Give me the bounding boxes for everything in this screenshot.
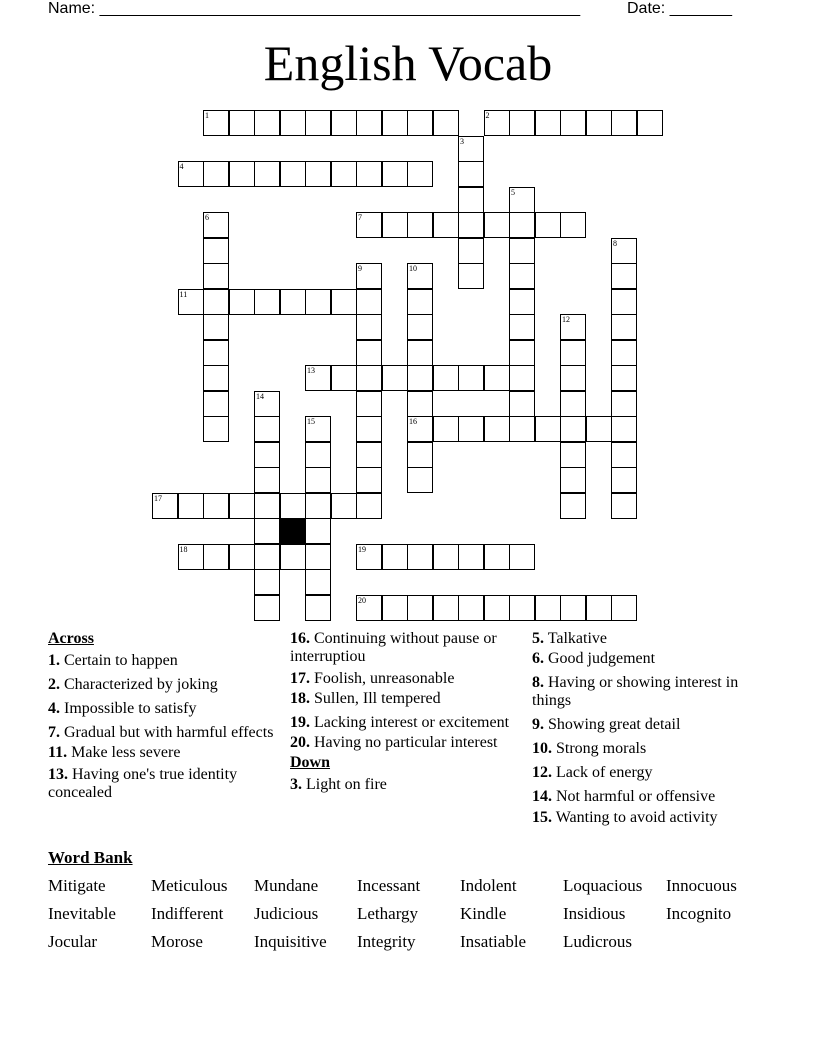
grid-cell[interactable] xyxy=(203,365,229,391)
grid-cell[interactable] xyxy=(407,391,433,417)
grid-cell[interactable] xyxy=(254,595,280,621)
clue-number: 6 xyxy=(205,213,209,222)
grid-cell[interactable] xyxy=(331,289,357,315)
grid-cell[interactable] xyxy=(611,314,637,340)
grid-cell[interactable] xyxy=(331,493,357,519)
grid-cell[interactable] xyxy=(560,416,586,442)
name-label: Name: xyxy=(48,0,96,17)
clue-number: 16 xyxy=(409,417,417,426)
grid-cell[interactable] xyxy=(484,595,510,621)
grid-cell[interactable] xyxy=(458,365,484,391)
word-bank-item: Ludicrous xyxy=(563,932,632,951)
word-bank-item: Indifferent xyxy=(151,904,224,923)
word-bank-item: Inquisitive xyxy=(254,932,327,951)
grid-cell[interactable] xyxy=(509,340,535,366)
grid-cell[interactable] xyxy=(458,544,484,570)
clue-down-10: 10. Strong morals xyxy=(532,740,647,757)
word-bank-item: Lethargy xyxy=(357,904,419,923)
word-bank-item: Indolent xyxy=(460,876,517,895)
grid-cell[interactable] xyxy=(509,544,535,570)
grid-cell[interactable] xyxy=(382,544,408,570)
grid-cell[interactable] xyxy=(203,391,229,417)
clue-number: 20 xyxy=(358,595,366,605)
grid-cell[interactable] xyxy=(560,391,586,417)
grid-cell[interactable] xyxy=(305,416,331,442)
grid-cell[interactable] xyxy=(305,544,331,570)
grid-cell[interactable] xyxy=(254,416,280,442)
grid-cell[interactable] xyxy=(535,595,561,621)
black-square xyxy=(280,518,306,544)
clue-across-4: 4. Impossible to satisfy xyxy=(48,700,197,717)
grid-cell[interactable] xyxy=(560,314,586,340)
word-bank-heading: Word Bank xyxy=(48,848,133,867)
word-bank-item: Kindle xyxy=(460,904,507,923)
grid-cell[interactable] xyxy=(560,467,586,493)
grid-cell[interactable] xyxy=(611,263,637,289)
grid-cell[interactable] xyxy=(611,238,637,264)
grid-cell[interactable] xyxy=(484,212,510,238)
grid-cell[interactable] xyxy=(305,365,331,391)
grid-cell[interactable] xyxy=(407,289,433,315)
grid-cell[interactable] xyxy=(356,212,382,238)
clue-across-20: 20. Having no particular interest xyxy=(290,734,498,751)
grid-cell[interactable] xyxy=(611,595,637,621)
word-bank-item: Morose xyxy=(151,932,203,951)
clues-column-2 xyxy=(290,630,520,800)
grid-cell[interactable] xyxy=(509,595,535,621)
clue-number: 15 xyxy=(307,417,315,426)
grid-cell[interactable] xyxy=(560,212,586,238)
grid-cell[interactable] xyxy=(203,340,229,366)
grid-cell[interactable] xyxy=(229,493,255,519)
across-heading: Across xyxy=(48,630,94,647)
clue-across-19: 19. Lacking interest or excitement xyxy=(290,714,510,731)
grid-cell[interactable] xyxy=(458,263,484,289)
grid-cell[interactable] xyxy=(407,595,433,621)
grid-cell[interactable] xyxy=(611,289,637,315)
grid-cell[interactable] xyxy=(305,493,331,519)
grid-cell[interactable] xyxy=(509,365,535,391)
grid-cell[interactable] xyxy=(560,340,586,366)
grid-cell[interactable] xyxy=(254,442,280,468)
grid-cell[interactable] xyxy=(382,595,408,621)
grid-cell[interactable] xyxy=(407,544,433,570)
grid-cell[interactable] xyxy=(560,493,586,519)
grid-cell[interactable] xyxy=(203,110,229,136)
grid-cell[interactable] xyxy=(484,365,510,391)
clue-down-12: 12. Lack of energy xyxy=(532,764,653,781)
grid-cell[interactable] xyxy=(560,365,586,391)
grid-cell[interactable] xyxy=(254,391,280,417)
clue-number: 11 xyxy=(179,289,188,299)
clue-down-5: 5. Talkative xyxy=(532,630,608,647)
clue-number: 17 xyxy=(154,493,162,503)
grid-cell[interactable] xyxy=(407,212,433,238)
grid-cell[interactable] xyxy=(509,263,535,289)
clue-number: 10 xyxy=(409,264,417,273)
grid-cell[interactable] xyxy=(178,544,204,570)
clue-number: 1 xyxy=(205,111,209,120)
grid-cell[interactable] xyxy=(331,161,357,187)
word-bank-item: Judicious xyxy=(254,904,319,923)
grid-cell[interactable] xyxy=(356,416,382,442)
grid-cell[interactable] xyxy=(382,212,408,238)
clue-down-8: 8. Having or showing interest in things xyxy=(532,674,739,709)
grid-cell[interactable] xyxy=(484,544,510,570)
grid-cell[interactable] xyxy=(356,467,382,493)
grid-cell[interactable] xyxy=(356,442,382,468)
clues-column-3 xyxy=(532,630,762,833)
grid-cell[interactable] xyxy=(382,110,408,136)
grid-cell[interactable] xyxy=(280,289,306,315)
grid-cell[interactable] xyxy=(433,595,459,621)
grid-cell[interactable] xyxy=(305,595,331,621)
clue-number: 8 xyxy=(613,238,617,248)
grid-cell[interactable] xyxy=(203,544,229,570)
grid-cell[interactable] xyxy=(356,110,382,136)
grid-cell[interactable] xyxy=(280,161,306,187)
grid-cell[interactable] xyxy=(356,289,382,315)
grid-cell[interactable] xyxy=(458,212,484,238)
clue-number: 4 xyxy=(179,162,184,171)
clue-across-1: 1. Certain to happen xyxy=(48,652,178,669)
word-bank-item: Inevitable xyxy=(48,904,116,923)
word-bank-item: Insidious xyxy=(563,904,626,923)
grid-cell[interactable] xyxy=(458,416,484,442)
grid-cell[interactable] xyxy=(407,442,433,468)
grid-cell[interactable] xyxy=(305,569,331,595)
grid-cell[interactable] xyxy=(433,212,459,238)
grid-cell[interactable] xyxy=(611,493,637,519)
grid-cell[interactable] xyxy=(152,493,178,519)
grid-cell[interactable] xyxy=(203,263,229,289)
clue-number: 13 xyxy=(307,366,315,375)
grid-cell[interactable] xyxy=(382,161,408,187)
grid-cell[interactable] xyxy=(611,340,637,366)
clue-across-13: 13. Having one's true identity concealed xyxy=(48,766,238,801)
word-bank-item: Incognito xyxy=(666,904,732,923)
grid-cell[interactable] xyxy=(509,212,535,238)
grid-cell[interactable] xyxy=(611,365,637,391)
grid-cell[interactable] xyxy=(611,416,637,442)
word-bank-item: Integrity xyxy=(357,932,416,951)
grid-cell[interactable] xyxy=(509,289,535,315)
grid-cell[interactable] xyxy=(560,110,586,136)
clue-down-6: 6. Good judgement xyxy=(532,650,656,667)
grid-cell[interactable] xyxy=(509,187,535,213)
word-bank-item: Jocular xyxy=(48,932,98,951)
grid-cell[interactable] xyxy=(586,416,612,442)
grid-cell[interactable] xyxy=(203,416,229,442)
clue-number: 9 xyxy=(358,264,362,273)
clue-number: 7 xyxy=(358,213,362,222)
grid-cell[interactable] xyxy=(254,569,280,595)
grid-cell[interactable] xyxy=(178,493,204,519)
grid-cell[interactable] xyxy=(229,110,255,136)
grid-cell[interactable] xyxy=(509,110,535,136)
grid-cell[interactable] xyxy=(203,212,229,238)
grid-cell[interactable] xyxy=(407,365,433,391)
clue-across-16: 16. Continuing without pause or interruptiou xyxy=(290,630,497,665)
grid-cell[interactable] xyxy=(382,365,408,391)
grid-cell[interactable] xyxy=(356,365,382,391)
grid-cell[interactable] xyxy=(331,110,357,136)
grid-cell[interactable] xyxy=(203,493,229,519)
grid-cell[interactable] xyxy=(458,136,484,162)
grid-cell[interactable] xyxy=(458,595,484,621)
grid-cell[interactable] xyxy=(203,161,229,187)
name-line: ______________________________________________________ xyxy=(99,0,581,17)
grid-cell[interactable] xyxy=(229,544,255,570)
grid-cell[interactable] xyxy=(305,442,331,468)
grid-cell[interactable] xyxy=(356,595,382,621)
grid-cell[interactable] xyxy=(509,238,535,264)
word-bank-item: Mitigate xyxy=(48,876,106,895)
grid-cell[interactable] xyxy=(229,289,255,315)
grid-cell[interactable] xyxy=(331,365,357,391)
grid-cell[interactable] xyxy=(535,212,561,238)
grid-cell[interactable] xyxy=(305,289,331,315)
grid-cell[interactable] xyxy=(229,161,255,187)
clue-number: 2 xyxy=(485,111,490,120)
grid-cell[interactable] xyxy=(509,314,535,340)
grid-cell[interactable] xyxy=(356,544,382,570)
grid-cell[interactable] xyxy=(407,314,433,340)
grid-cell[interactable] xyxy=(280,493,306,519)
grid-cell[interactable] xyxy=(305,161,331,187)
word-bank-item: Insatiable xyxy=(460,932,527,951)
grid-cell[interactable] xyxy=(433,365,459,391)
grid-cell[interactable] xyxy=(407,340,433,366)
grid-cell[interactable] xyxy=(254,110,280,136)
grid-cell[interactable] xyxy=(611,442,637,468)
grid-cell[interactable] xyxy=(254,493,280,519)
grid-cell[interactable] xyxy=(254,518,280,544)
word-bank-item: Meticulous xyxy=(151,876,228,895)
grid-cell[interactable] xyxy=(407,161,433,187)
grid-cell[interactable] xyxy=(280,110,306,136)
grid-cell[interactable] xyxy=(203,238,229,264)
down-heading: Down xyxy=(290,754,331,771)
clue-across-2: 2. Characterized by joking xyxy=(48,676,218,693)
grid-cell[interactable] xyxy=(356,391,382,417)
grid-cell[interactable] xyxy=(356,340,382,366)
grid-cell[interactable] xyxy=(535,416,561,442)
grid-cell[interactable] xyxy=(611,467,637,493)
clue-down-9: 9. Showing great detail xyxy=(532,716,681,733)
clue-across-7: 7. Gradual but with harmful effects xyxy=(48,724,274,741)
grid-cell[interactable] xyxy=(305,518,331,544)
grid-cell[interactable] xyxy=(535,110,561,136)
grid-cell[interactable] xyxy=(356,314,382,340)
grid-cell[interactable] xyxy=(203,289,229,315)
grid-cell[interactable] xyxy=(611,391,637,417)
grid-cell[interactable] xyxy=(458,187,484,213)
word-bank xyxy=(48,876,769,960)
grid-cell[interactable] xyxy=(356,263,382,289)
grid-cell[interactable] xyxy=(203,314,229,340)
grid-cell[interactable] xyxy=(305,467,331,493)
grid-cell[interactable] xyxy=(433,416,459,442)
grid-cell[interactable] xyxy=(509,391,535,417)
grid-cell[interactable] xyxy=(586,110,612,136)
page-title: English Vocab xyxy=(263,35,553,91)
grid-cell[interactable] xyxy=(637,110,663,136)
word-bank-item: Incessant xyxy=(357,876,421,895)
grid-cell[interactable] xyxy=(407,110,433,136)
grid-cell[interactable] xyxy=(433,544,459,570)
clue-number: 14 xyxy=(256,391,264,401)
clue-number: 5 xyxy=(511,187,515,197)
grid-cell[interactable] xyxy=(407,263,433,289)
grid-cell[interactable] xyxy=(254,289,280,315)
date-label: Date: xyxy=(627,0,666,17)
grid-cell[interactable] xyxy=(484,416,510,442)
grid-cell[interactable] xyxy=(254,544,280,570)
clue-down-15: 15. Wanting to avoid activity xyxy=(532,809,718,826)
clue-across-11: 11. Make less severe xyxy=(48,744,181,761)
date-line: _______ xyxy=(669,0,732,17)
grid-cell[interactable] xyxy=(305,110,331,136)
clue-number: 3 xyxy=(460,136,464,146)
clue-across-17: 17. Foolish, unreasonable xyxy=(290,670,455,687)
clue-number: 18 xyxy=(179,544,188,554)
word-bank-item: Innocuous xyxy=(666,876,737,895)
clue-down-14: 14. Not harmful or offensive xyxy=(532,788,716,805)
word-bank-item: Mundane xyxy=(254,876,319,895)
clue-across-18: 18. Sullen, Ill tempered xyxy=(290,690,441,707)
grid-cell[interactable] xyxy=(433,110,459,136)
grid-cell[interactable] xyxy=(560,442,586,468)
grid-cell[interactable] xyxy=(254,467,280,493)
grid-cell[interactable] xyxy=(560,595,586,621)
grid-cell[interactable] xyxy=(458,161,484,187)
grid-cell[interactable] xyxy=(407,416,433,442)
grid-cell[interactable] xyxy=(509,416,535,442)
clue-number: 12 xyxy=(562,315,570,324)
word-bank-item: Loquacious xyxy=(563,876,643,895)
clues-column-1 xyxy=(48,630,278,808)
clue-down-3: 3. Light on fire xyxy=(290,776,387,793)
grid-cell[interactable] xyxy=(178,289,204,315)
grid-cell[interactable] xyxy=(407,467,433,493)
grid-cell[interactable] xyxy=(458,238,484,264)
grid-cell[interactable] xyxy=(356,493,382,519)
grid-cell[interactable] xyxy=(356,161,382,187)
clue-number: 19 xyxy=(358,544,366,554)
grid-cell[interactable] xyxy=(178,161,204,187)
grid-cell[interactable] xyxy=(586,595,612,621)
grid-cell[interactable] xyxy=(280,544,306,570)
grid-cell[interactable] xyxy=(611,110,637,136)
grid-cell[interactable] xyxy=(254,161,280,187)
grid-cell[interactable] xyxy=(484,110,510,136)
